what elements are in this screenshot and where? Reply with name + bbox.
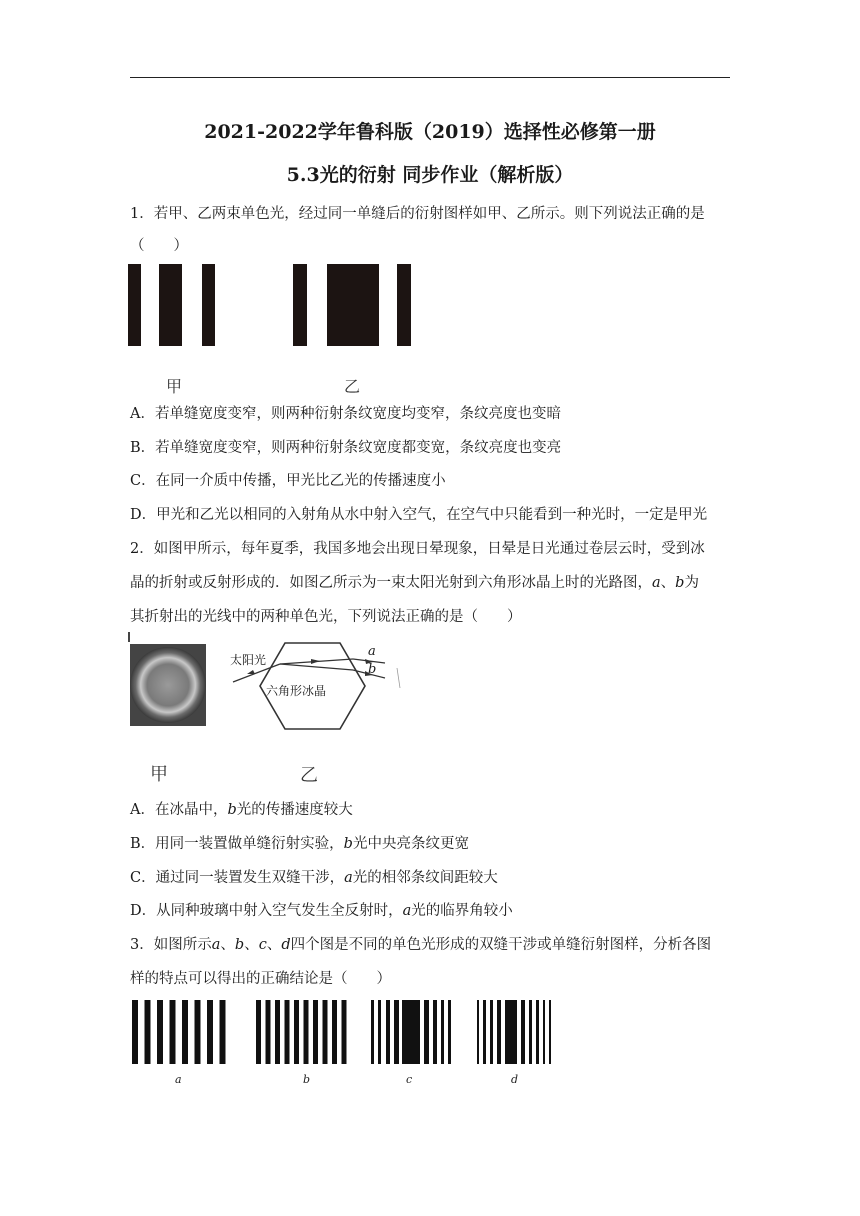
q1-label-yi: 乙 xyxy=(344,377,361,396)
patD-bar-2 xyxy=(490,1000,493,1064)
q2-label-ray-a: a xyxy=(368,644,376,659)
patA-bar-7 xyxy=(220,1000,226,1064)
patA-bar-2 xyxy=(157,1000,163,1064)
q1-stem-line1: 1．若甲、乙两束单色光，经过同一单缝后的衍射图样如甲、乙所示。则下列说法正确的是 xyxy=(130,206,705,222)
incident-arrow-icon xyxy=(247,670,255,674)
q3-label-b: b xyxy=(303,1073,311,1086)
patA-bar-1 xyxy=(145,1000,151,1064)
patC-bar-8 xyxy=(448,1000,451,1064)
patC-bar-5 xyxy=(424,1000,429,1064)
patB-bar-5 xyxy=(304,1000,309,1064)
patB-bar-7 xyxy=(323,1000,328,1064)
q1-stem-line2: （ ） xyxy=(130,238,188,254)
q3-stem-line2: 样的特点可以得出的正确结论是（ ） xyxy=(130,971,391,987)
q1-label-jia: 甲 xyxy=(166,377,183,396)
q3-pattern-d xyxy=(477,1000,551,1064)
patB-bar-2 xyxy=(275,1000,280,1064)
q3-fringe-patterns xyxy=(128,998,568,1068)
q2-option-d: D．从同种玻璃中射入空气发生全反射时，a光的临界角较小 xyxy=(130,903,513,919)
q2-label-sunlight: 太阳光 xyxy=(230,653,267,667)
q1-diffraction-figure xyxy=(128,262,428,348)
patC-bar-6 xyxy=(433,1000,437,1064)
patB-bar-0 xyxy=(256,1000,261,1064)
patD-bar-7 xyxy=(536,1000,539,1064)
q3-label-d: d xyxy=(511,1073,519,1086)
q2-stem-line3: 其折射出的光线中的两种单色光，下列说法正确的是（ ） xyxy=(130,609,522,625)
patA-bar-6 xyxy=(207,1000,213,1064)
q1-option-d: D．甲光和乙光以相同的入射角从水中射入空气，在空气中只能看到一种光时，一定是甲光 xyxy=(130,507,708,523)
patD-bar-5 xyxy=(521,1000,525,1064)
patD-bar-9 xyxy=(549,1000,551,1064)
patA-bar-0 xyxy=(132,1000,138,1064)
q3-pattern-b xyxy=(256,1000,347,1064)
q2-label-yi: 乙 xyxy=(300,765,318,786)
patB-bar-4 xyxy=(294,1000,299,1064)
q2-option-c: C．通过同一装置发生双缝干涉，a光的相邻条纹间距较大 xyxy=(130,870,498,886)
header-rule xyxy=(130,77,730,78)
patD-bar-4 xyxy=(505,1000,517,1064)
patB-bar-3 xyxy=(285,1000,290,1064)
q1-option-c: C．在同一介质中传播，甲光比乙光的传播速度小 xyxy=(130,473,446,489)
q2-option-a: A．在冰晶中，b光的传播速度较大 xyxy=(130,802,353,818)
patD-bar-0 xyxy=(477,1000,479,1064)
q2-label-crystal: 六角形冰晶 xyxy=(266,684,327,698)
patB-bar-6 xyxy=(313,1000,318,1064)
q2-label-ray-b: b xyxy=(368,662,377,677)
patA-bar-4 xyxy=(182,1000,188,1064)
patA-bar-5 xyxy=(195,1000,201,1064)
patB-bar-9 xyxy=(342,1000,347,1064)
q1-pattern-yi xyxy=(293,264,411,346)
page-subtitle: 5.3光的衍射 同步作业（解析版） xyxy=(286,164,574,186)
q2-label-jia: 甲 xyxy=(150,764,168,785)
q1-option-a: A．若单缝宽度变窄，则两种衍射条纹宽度均变窄，条纹亮度也变暗 xyxy=(130,406,561,422)
q3-label-c: c xyxy=(406,1073,413,1086)
page-title: 2021-2022学年鲁科版（2019）选择性必修第一册 xyxy=(204,121,656,143)
patC-bar-3 xyxy=(394,1000,399,1064)
q1-option-b: B．若单缝宽度变窄，则两种衍射条纹宽度都变宽，条纹亮度也变亮 xyxy=(130,440,562,456)
patD-bar-3 xyxy=(497,1000,501,1064)
patC-bar-0 xyxy=(371,1000,374,1064)
patA-bar-3 xyxy=(170,1000,176,1064)
q3-label-a: a xyxy=(175,1073,182,1086)
patD-bar-6 xyxy=(529,1000,532,1064)
patC-bar-7 xyxy=(441,1000,444,1064)
q3-pattern-c xyxy=(371,1000,451,1064)
patB-bar-8 xyxy=(332,1000,337,1064)
q2-option-b: B．用同一装置做单缝衍射实验，b光中央亮条纹更宽 xyxy=(130,836,469,852)
q3-pattern-a xyxy=(132,1000,226,1064)
patD-bar-8 xyxy=(543,1000,545,1064)
patB-bar-1 xyxy=(266,1000,271,1064)
q1-pattern-jia xyxy=(128,264,215,346)
patC-bar-2 xyxy=(386,1000,390,1064)
patC-bar-4 xyxy=(402,1000,420,1064)
q2-halo-photo xyxy=(128,632,208,728)
patC-bar-1 xyxy=(378,1000,381,1064)
q2-stem-line1: 2．如图甲所示，每年夏季，我国多地会出现日晕现象，日晕是日光通过卷层云时，受到冰 xyxy=(130,541,705,557)
patD-bar-1 xyxy=(483,1000,486,1064)
q3-stem-line1: 3．如图所示a、b、c、d四个图是不同的单色光形成的双缝干涉或单缝衍射图样，分析各图 xyxy=(130,937,712,953)
q2-stem-line2: 晶的折射或反射形成的．如图乙所示为一束太阳光射到六角形冰晶上时的光路图，a、b为 xyxy=(130,575,699,591)
